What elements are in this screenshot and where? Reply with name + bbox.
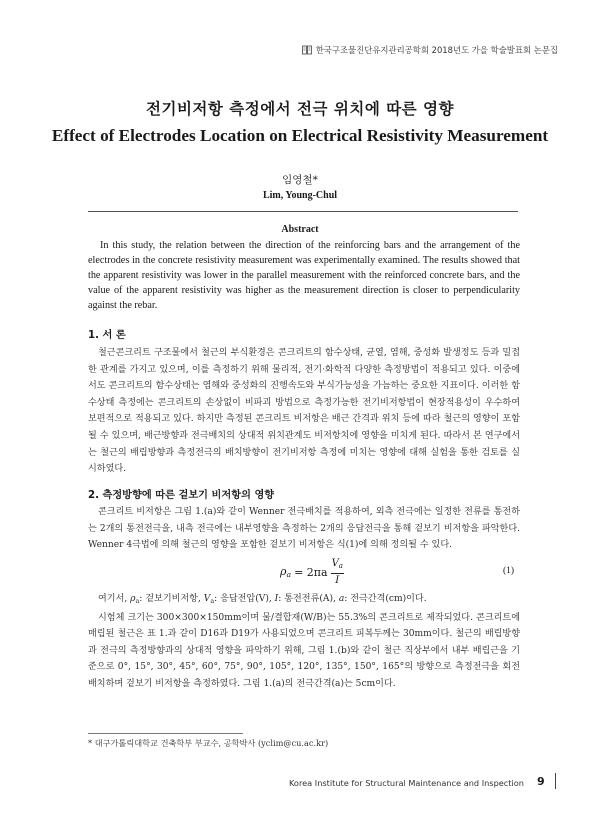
divider xyxy=(88,211,518,212)
footer-publisher: Korea Institute for Structural Maintenance and Inspection xyxy=(288,778,524,788)
author-english: Lim, Young-Chul xyxy=(262,190,338,201)
equation-1 xyxy=(280,555,344,589)
section-heading-introduction: 1. 서 론 xyxy=(88,330,126,341)
paragraph-specimen xyxy=(88,591,520,693)
definitions-line: 여기서, $\rho_a$: 겉보기비저항, $V_a$: 응답전압(V), I: 통전전류(A), a: 전극간격(cm)이다. xyxy=(98,594,427,605)
equation-fraction xyxy=(331,557,344,587)
title-korean: 전기비저항 측정에서 전극 위치에 따른 영향 xyxy=(146,99,454,118)
running-head-text: 한국구조물진단유지관리공학회 2018년도 가을 학술발표회 논문집 xyxy=(315,45,558,55)
author-korean: 임영철* xyxy=(282,174,318,186)
footer-divider xyxy=(555,773,556,789)
footnote-divider xyxy=(88,733,243,734)
title-english: Effect of Electrodes Location on Electrical Resistivity Measurement xyxy=(51,126,549,145)
section-heading-measurement-direction: 2. 측정방향에 따른 겉보기 비저항의 영향 xyxy=(88,490,275,501)
footnote: * 대구가톨릭대학교 건축학부 부교수, 공학박사 (yclim@cu.ac.kr) xyxy=(88,738,329,748)
page-number: 9 xyxy=(537,775,545,788)
equation-number: (1) xyxy=(503,566,515,576)
specimen-text: 시험체 크기는 300×300×150mm이며 물/결합재(W/B)는 55.3%의 콘크리트로 제작되었다. 콘크리트에 매립된 철근은 표 1.과 같이 D16과 D19가 사용되었으며 콘크리트 피복두께는 30mm이다. 철근의 배립방향과 전극의 측정방향과의 상대적 영향을 파악하기 위해, 그림 1.(b)와 같이 철근 직상부에서 내부 배립근을 기준으로 0°, 15°, 30°, 45°, 60°, 75°, 90°, 105°, 120°, 135°, 150°, 165°의 방향으로 측정전극을 회전 배치하며 겉보기 비저항을 측정하였다. 그림 1.(a)의 전극간격(a)는 5cm이다. xyxy=(88,612,520,689)
equation-denominator: I xyxy=(335,575,340,586)
equation-middle: = 2πa xyxy=(294,565,328,579)
abstract-heading: Abstract xyxy=(281,224,319,235)
running-head xyxy=(302,44,558,56)
book-icon xyxy=(302,45,312,55)
paragraph-wenner-method: 콘크리트 비저항은 그림 1.(a)와 같이 Wenner 전극배치를 적용하여, 외측 전극에는 일정한 전류를 통전하는 2개의 통전전극을, 내측 전극에는 내부영향을 측정하는 2개의 응답전극을 통해 겉보기 비저항을 파악한다. Wenner 4극법에 의해 철근의 영향을 포함한 겉보기 비저항은 식(1)에 의해 정의될 수 있다. xyxy=(88,507,520,551)
equation-lhs: $\rho_a$ xyxy=(280,565,292,579)
equation-numerator: $V_a$ xyxy=(331,557,344,574)
paragraph-introduction: 철근콘크리트 구조물에서 철근의 부식환경은 콘크리트의 함수상태, 균열, 염해, 중성화 발생정도 등과 밀접한 관계를 가지고 있으며, 이를 측정하기 위해 물리적, 전기·화학적 다양한 측정방법이 적용되고 있다. 이중에서도 콘크리트의 함수상태는 염해와 중성화의 진행속도와 부식가능성을 가늠하는 중요한 지표이다. 이러한 함수상태 측정에는 콘크리트의 손상없이 비파괴 방법으로 측정가능한 전기비저항법이 현장적용성이 우수하여 보편적으로 적용되고 있다. 하지만 측정된 콘크리트 비저항은 배근 간격과 위치 등에 따라 철근의 영향이 포함될 수 있으며, 배근방향과 전극배치의 상대적 위치관계도 비저항치에 영향을 미치게 된다. 따라서 본 연구에서는 철근의 배립방향과 측정전극의 배치방향이 전기비저항 측정에 미치는 영향에 대해 실험을 통한 검토를 실시하였다. xyxy=(88,348,520,475)
abstract-body: In this study, the relation between the direction of the reinforcing bars and the arrangement of the electrodes in the concrete resistivity measurement was experimentally examined. The results showed that the apparent resistivity was lower in the parallel measurement with the reinforced concrete bars, and the value of the apparent resistivity was higher as the measurement direction is closer to perpendicularity against the rebar. xyxy=(88,240,520,311)
